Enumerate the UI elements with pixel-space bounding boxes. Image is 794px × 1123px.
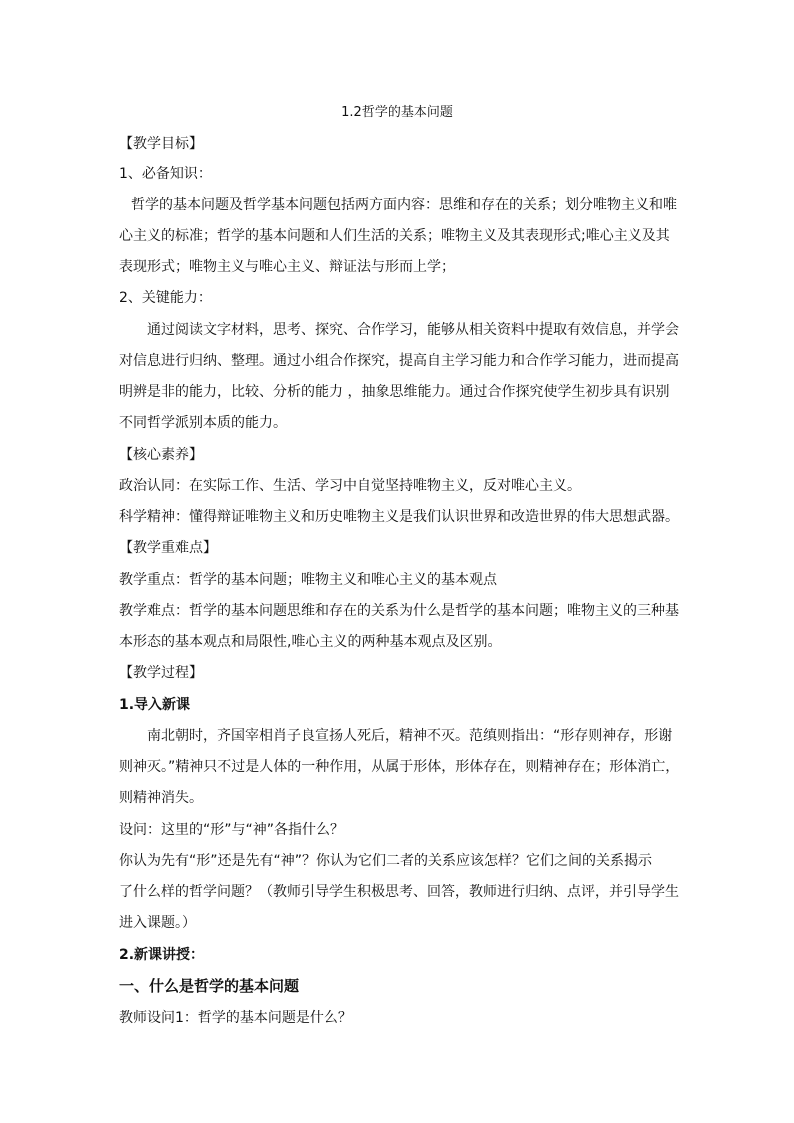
- paragraph-line: 本形态的基本观点和局限性,唯心主义的两种基本观点及区别。: [119, 634, 502, 650]
- paragraph-line: 政治认同：在实际工作、生活、学习中自觉坚持唯物主义，反对唯心主义。: [119, 478, 581, 494]
- subheading-new-lesson: 2.新课讲授：: [119, 947, 205, 963]
- paragraph-line: 心主义的标准；哲学的基本问题和人们生活的关系；唯物主义及其表现形式;唯心主义及其: [119, 228, 670, 244]
- paragraph-line: 教学难点：哲学的基本问题思维和存在的关系为什么是哲学的基本问题；唯物主义的三种基: [119, 603, 679, 619]
- paragraph-line: 了什么样的哲学问题？（教师引导学生积极思考、回答，教师进行归纳、点评，并引导学生: [119, 884, 679, 900]
- section-heading-core-literacy: 【核心素养】: [119, 447, 203, 463]
- section-heading-teaching-process: 【教学过程】: [119, 665, 203, 681]
- section-heading-key-difficult-points: 【教学重难点】: [119, 540, 217, 556]
- subheading-introduction: 1.导入新课: [119, 697, 191, 713]
- paragraph-line: 科学精神：懂得辩证唯物主义和历史唯物主义是我们认识世界和改造世界的伟大思想武器。: [119, 509, 679, 525]
- paragraph-line: 则精神消失。: [119, 790, 203, 806]
- paragraph-line: 明辨是非的能力，比较、分析的能力 ，抽象思维能力。通过合作探究使学生初步具有识别: [119, 384, 670, 400]
- paragraph-line: 进入课题。）: [119, 915, 196, 931]
- paragraph-line: 对信息进行归纳、整理。通过小组合作探究，提高自主学习能力和合作学习能力，进而提高: [119, 353, 679, 369]
- paragraph-line: 教学重点：哲学的基本问题；唯物主义和唯心主义的基本观点: [119, 572, 497, 588]
- paragraph-line: 你认为先有“形”还是先有“神”？你认为它们二者的关系应该怎样？它们之间的关系揭示: [119, 853, 653, 869]
- paragraph-line: 通过阅读文字材料，思考、探究、合作学习，能够从相关资料中提取有效信息，并学会: [147, 322, 679, 338]
- paragraph-line: 则神灭。”精神只不过是人体的一种作用，从属于形体，形体存在，则精神存在；形体消亡，: [119, 759, 679, 775]
- subheading-key-ability: 2、关键能力：: [119, 290, 212, 306]
- document-title: 1.2哲学的基本问题: [341, 105, 453, 120]
- paragraph-line: 表现形式；唯物主义与唯心主义、辩证法与形而上学；: [119, 259, 455, 275]
- section-heading-what-is-basic-question: 一、什么是哲学的基本问题: [119, 977, 300, 995]
- paragraph-line: 哲学的基本问题及哲学基本问题包括两方面内容：思维和存在的关系；划分唯物主义和唯: [131, 197, 677, 213]
- paragraph-line: 设问：这里的“形”与“神”各指什么？: [119, 822, 345, 838]
- paragraph-line: 南北朝时，齐国宰相肖子良宣扬人死后，精神不灭。范缜则指出：“形存则神存，形谢: [147, 728, 673, 744]
- paragraph-line: 教师设问1：哲学的基本问题是什么？: [119, 1010, 352, 1026]
- paragraph-line: 不同哲学派别本质的能力。: [119, 415, 287, 431]
- section-heading-teaching-goals: 【教学目标】: [119, 136, 203, 152]
- subheading-required-knowledge: 1、必备知识：: [119, 166, 212, 182]
